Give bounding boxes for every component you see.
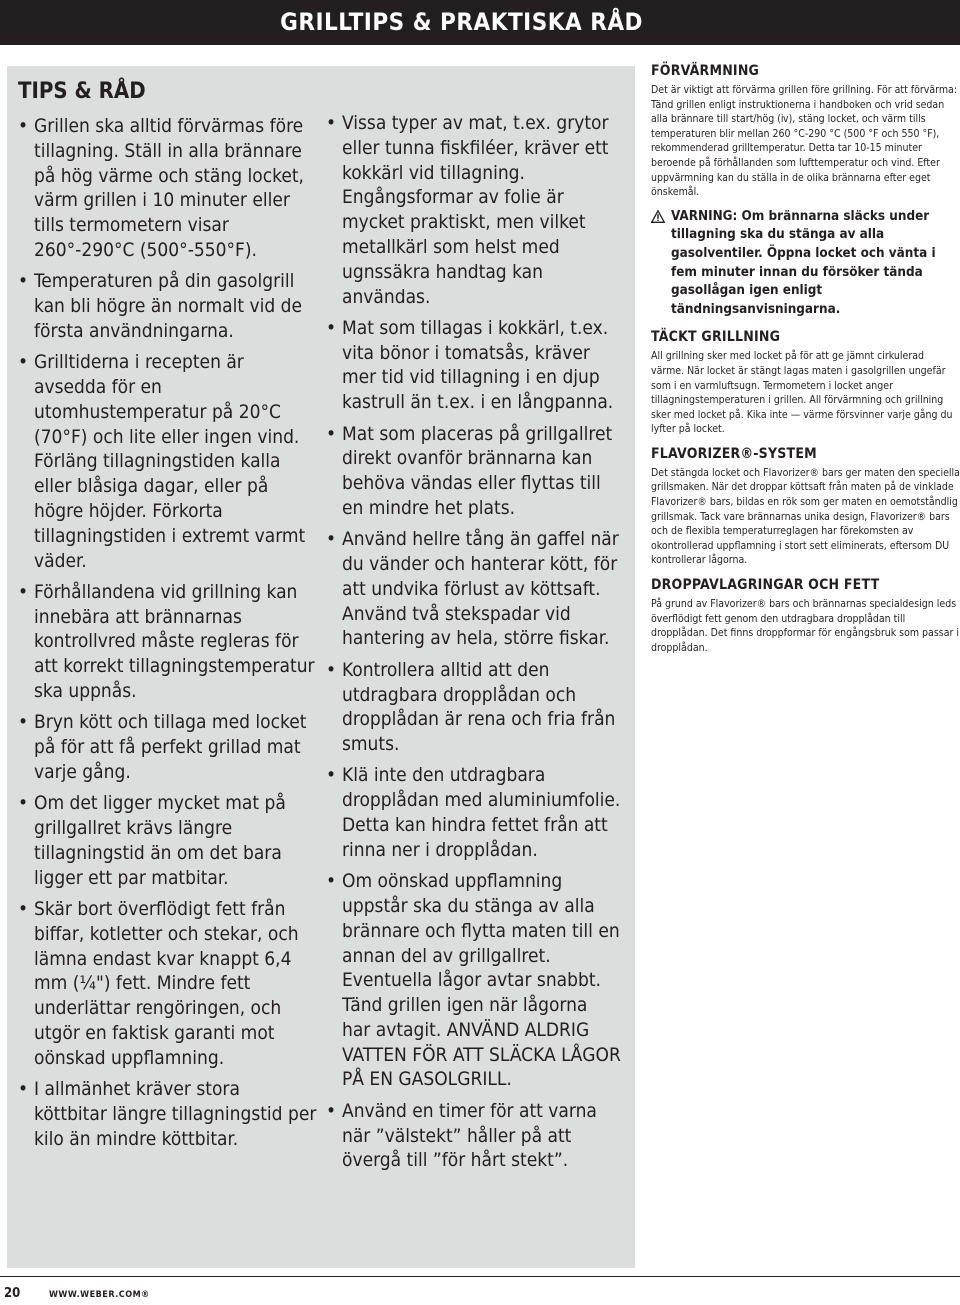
tip-item: • Om det ligger mycket mat på grillgallret krävs längre tillagningstid än om det bara ligger ett par matbitar.: [18, 791, 318, 890]
tip-item: • Bryn kött och tillaga med locket på för att få perfekt grillad mat varje gång.: [18, 710, 318, 784]
tip-item: • Klä inte den utdragbara dropplådan med aluminiumfolie. Detta kan hindra fettet från att rinna ner i dropplådan.: [326, 763, 621, 862]
section-text-forvarmning: Det är viktigt att förvärma grillen före grillning. För att förvärma: Tänd grillen enligt instruktionerna i handboken och vrid sedan alla brännare till start/hög (ⅳ), stäng locket, och värm tills temperaturen blir mellan 260 °C-290 °C (500 °F och 550 °F), rekommenderad grilltemperatur. Detta tar 10-15 minuter beroende på förhållanden som lufttemperatur och vind. Efter uppvärmning kan du ställa in de olika brännarna efter eget önskemål.: [651, 84, 958, 199]
tip-item: • Grillen ska alltid förvärmas före tillagning. Ställ in alla brännare på hög värme och stäng locket, värm grillen i 10 minuter eller tills termometern visar 260°-290°C (500°-550°F).: [18, 114, 318, 263]
tips-title: TIPS & RÅD: [18, 79, 146, 104]
section-heading-flavorizer: FLAVORIZER®-SYSTEM: [651, 445, 817, 462]
tip-item: • Använd en timer för att varna när ”välstekt” håller på att övergå till ”för hårt stekt”.: [326, 1099, 621, 1173]
tip-item: • Använd hellre tång än gaffel när du vänder och hanterar kött, för att undvika förlust av köttsaft. Använd två stekspadar vid hantering av hela, större fiskar.: [326, 527, 621, 651]
section-heading-forvarmning: FÖRVÄRMNING: [651, 63, 760, 79]
website-link[interactable]: WWW.WEBER.COM®: [49, 1290, 150, 1300]
tip-item: • Skär bort överflödigt fett från biffar, kotletter och stekar, och lämna endast kvar knappt 6,4 mm (¼") fett. Mindre fett underlättar rengöringen, och utgör en faktisk garanti mot oönskad uppflamning.: [18, 897, 318, 1071]
tips-list-column-1: [18, 114, 318, 1158]
warning-block: [651, 208, 960, 320]
page-title: GRILLTIPS & PRAKTISKA RÅD: [280, 8, 643, 36]
warning-triangle-icon: [651, 208, 671, 320]
header-bar: [0, 0, 960, 45]
section-text-flavorizer: Det stängda locket och Flavorizer® bars ger maten den speciella grillsmaken. När det droppar köttsaft från maten på de vinklade Flavorizer® bars, bildas en rök som ger maten en oemotståndlig grillsmak. Tack vare brännarnas unika design, Flavorizer® bars och de flexibla temperaturreglagen har förekomsten av okontrollerad uppflamning i stort sett eliminerats, eftersom DU kontrollerar lågorna.: [651, 466, 960, 567]
tip-item: • Mat som placeras på grillgallret direkt ovanför brännarna kan behöva vändas eller flyttas till en mindre het plats.: [326, 422, 621, 521]
tip-item: • Kontrollera alltid att den utdragbara dropplådan och dropplådan är rena och fria från smuts.: [326, 658, 621, 757]
right-column: [651, 62, 960, 663]
section-heading-tackt-grillning: TÄCKT GRILLNING: [651, 329, 781, 346]
page-number: 20: [4, 1286, 21, 1301]
tip-item: • Temperaturen på din gasolgrill kan bli högre än normalt vid de första användningarna.: [18, 269, 318, 343]
tip-item: • Om oönskad uppflamning uppstår ska du stänga av alla brännare och flytta maten till en annan del av grillgallret. Eventuella lågor avtar snabbt. Tänd grillen igen när lågorna har avtagit. ANVÄND ALDRIG VATTEN FÖR ATT SLÄCKA LÅGOR PÅ EN GASOLGRILL.: [326, 869, 621, 1092]
tip-item: • Mat som tillagas i kokkärl, t.ex. vita bönor i tomatsås, kräver mer tid vid tillagning i en djup kastrull än t.ex. i en långpanna.: [326, 316, 621, 415]
warning-text: VARNING: Om brännarna släcks under tillagning ska du stänga av alla gasolventiler. Öppna locket och vänta i fem minuter innan du försöker tända gasollågan igen enligt tändningsanvisningarna.: [671, 208, 936, 317]
tip-item: • Grilltiderna i recepten är avsedda för en utomhustemperatur på 20°C (70°F) och lite eller ingen vind. Förläng tillagningstiden kalla eller blåsiga dagar, eller på högre höjder. Förkorta tillagningstiden i extremt varmt väder.: [18, 350, 318, 573]
section-text-droppavlagringar: På grund av Flavorizer® bars och brännarnas specialdesign leds överflödigt fett genom den utdragbara dropplådan till dropplådan. Det finns droppformar för engångsbruk som passar i dropplådan.: [651, 598, 959, 654]
tip-item: • Vissa typer av mat, t.ex. grytor eller tunna fiskfiléer, kräver ett kokkärl vid tillagning. Engångsformar av folie är mycket praktiskt, men vilket metallkärl som helst med ugnssäkra handtag kan användas.: [326, 111, 621, 309]
tip-item: • I allmänhet kräver stora köttbitar längre tillagningstid per kilo än mindre köttbitar.: [18, 1077, 318, 1151]
tip-item: • Förhållandena vid grillning kan innebära att brännarnas kontrollvred måste regleras för att korrekt tillagningstemperatur ska uppnås.: [18, 580, 318, 704]
section-text-tackt-grillning: All grillning sker med locket på för att ge jämnt cirkulerad värme. När locket är stängt lagas maten i gasolgrillen ungefär som i en varmluftsugn. Termometern i locket anger tillagningstemperaturen i grillen. All förvärmning och grillning sker med locket på. Kika inte — värme försvinner varje gång du lyfter på locket.: [651, 350, 953, 436]
section-heading-droppavlagringar: DROPPAVLAGRINGAR OCH FETT: [651, 577, 880, 594]
tips-list-column-2: [326, 111, 621, 1180]
footer-divider: [0, 1276, 960, 1277]
